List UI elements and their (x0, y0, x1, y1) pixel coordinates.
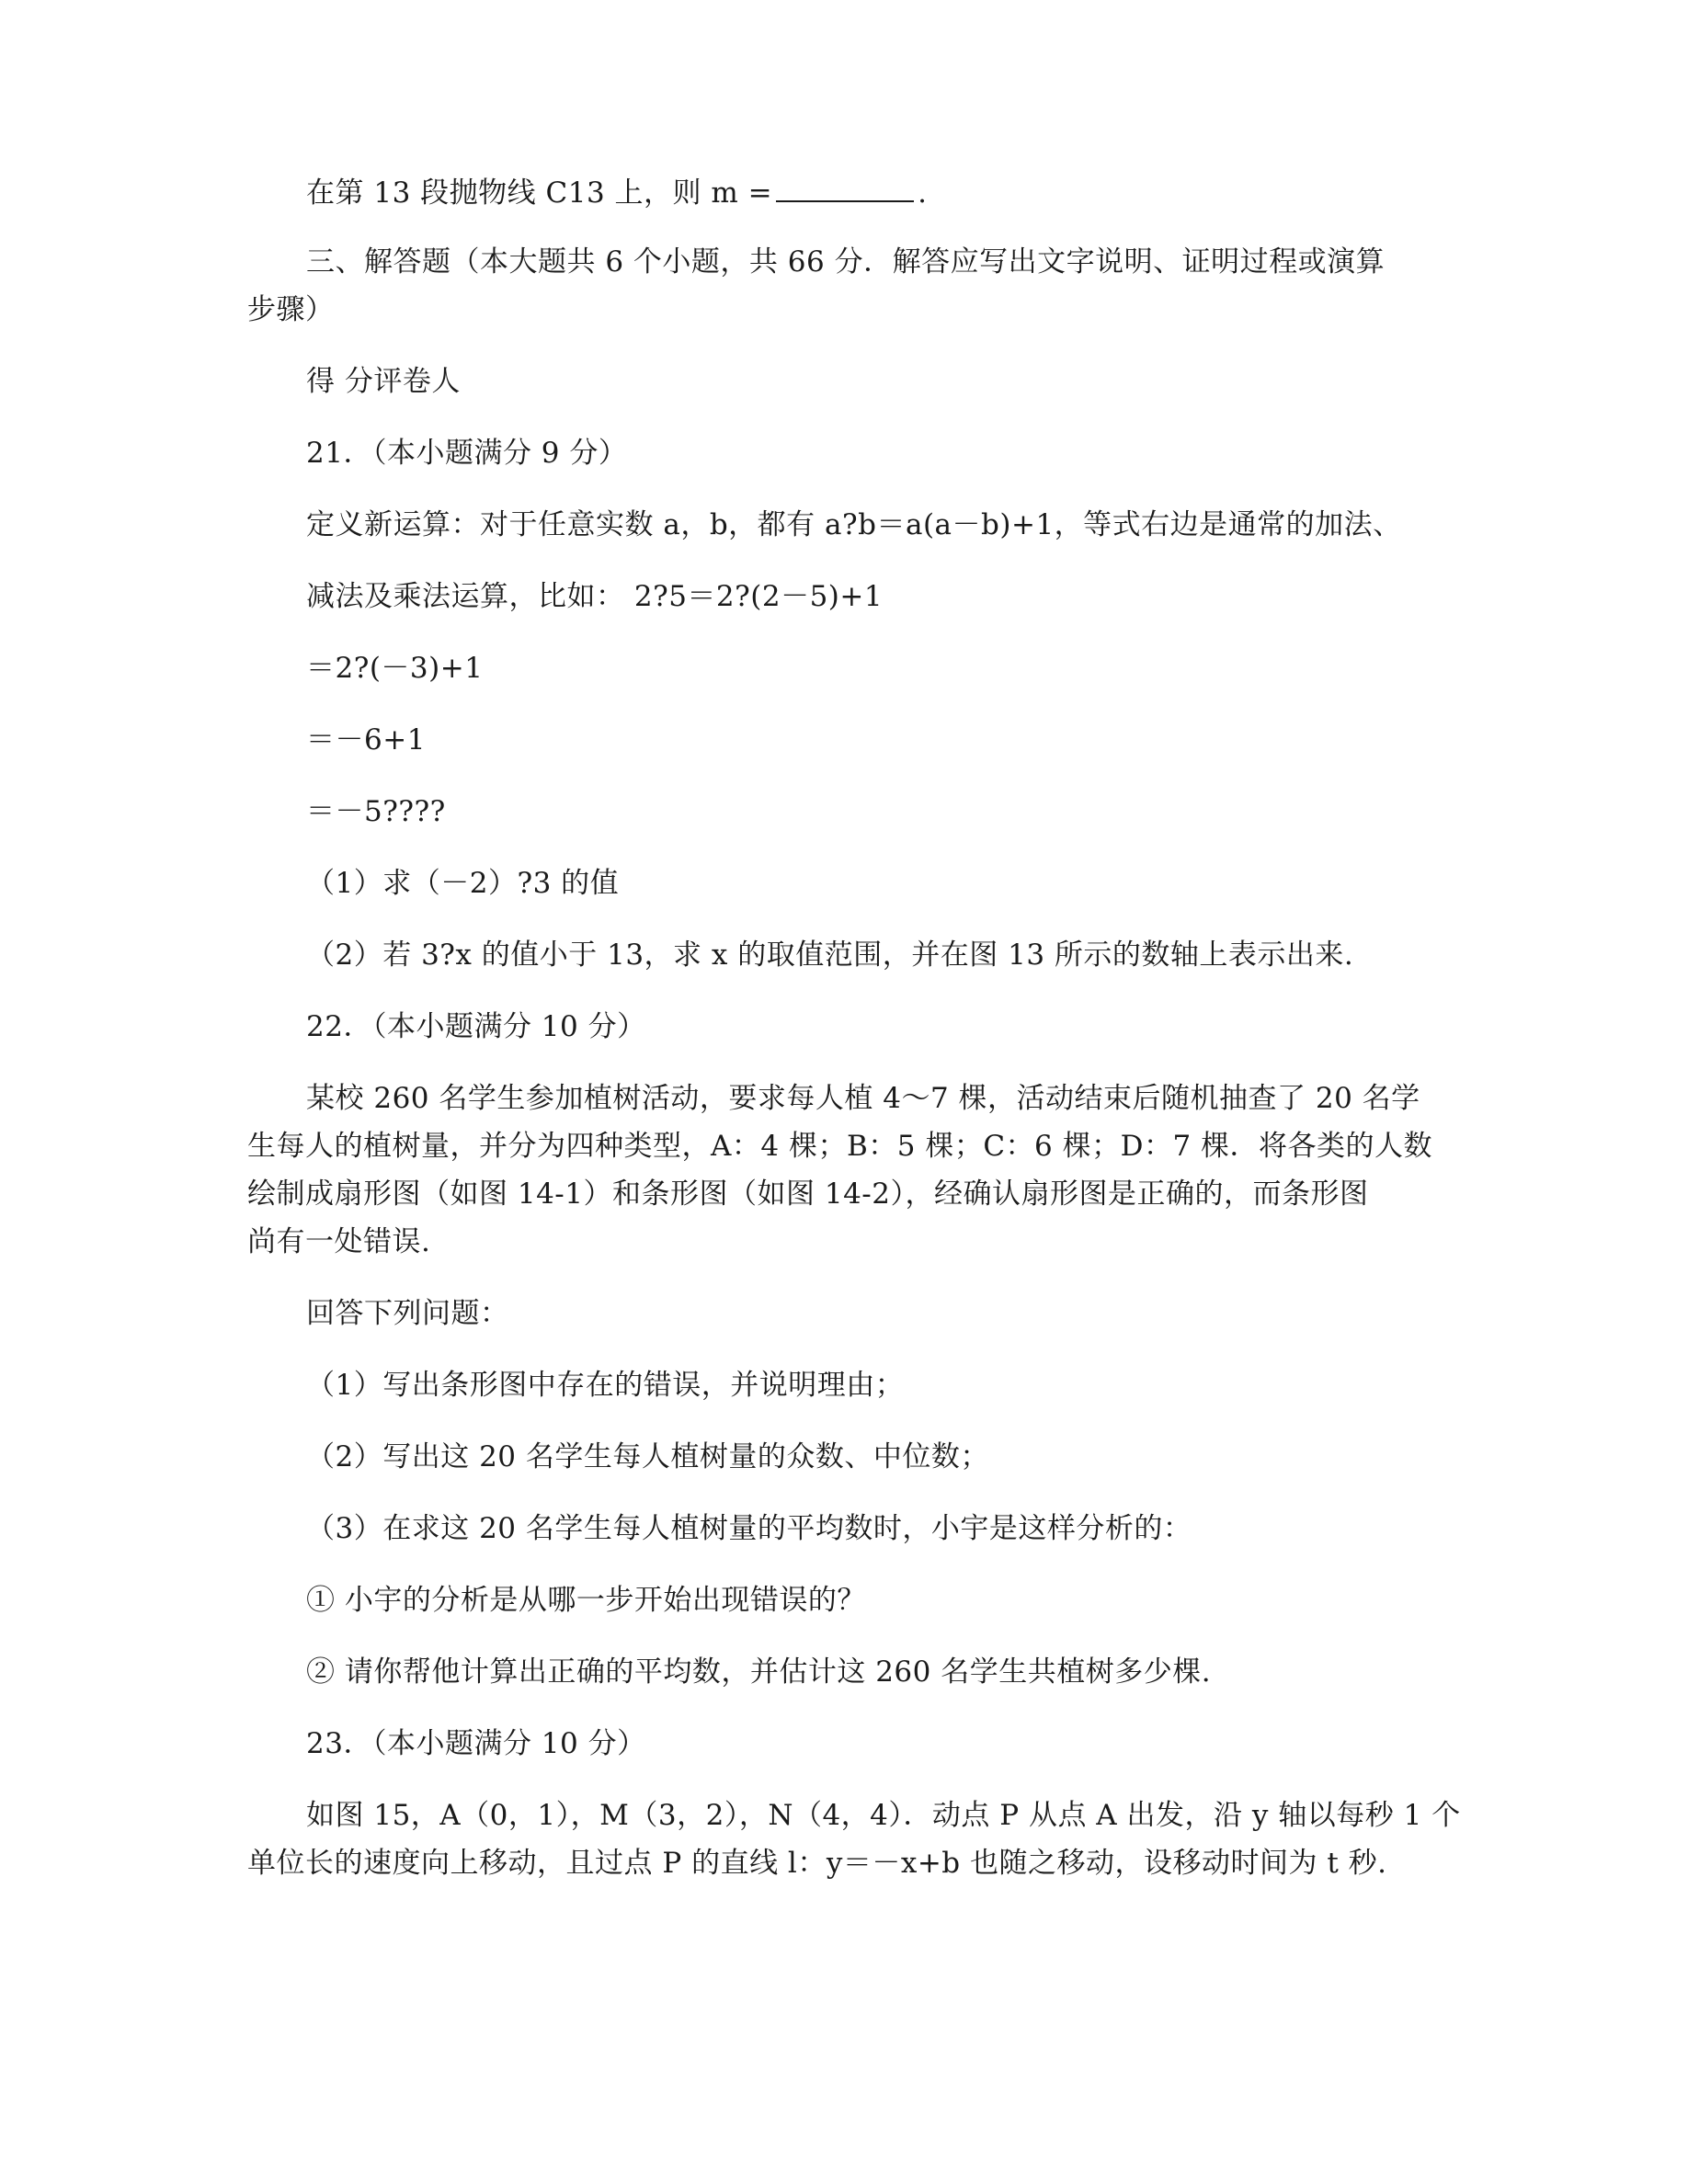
equation-line: ＝－5???? (306, 795, 446, 828)
question-23-heading: 23．（本小题满分 10 分） (306, 1727, 646, 1760)
paragraph-line: 尚有一处错误. (247, 1225, 431, 1258)
subquestion-line: （1）求（－2）?3 的值 (306, 867, 620, 900)
paragraph-line: 回答下列问题： (306, 1297, 509, 1330)
paragraph-line: 生每人的植树量，并分为四种类型，A：4 棵；B：5 棵；C：6 棵；D：7 棵．将各类的人数 (247, 1130, 1433, 1163)
subquestion-line: （2）若 3?x 的值小于 13，求 x 的取值范围，并在图 13 所示的数轴上表示出来. (306, 938, 1354, 972)
equation-line: ＝2?(－3)+1 (306, 652, 484, 685)
paragraph-line: 如图 15，A（0，1），M（3，2），N（4，4）．动点 P 从点 A 出发，沿 y 轴以每秒 1 个 (306, 1799, 1461, 1832)
question-21-heading: 21．（本小题满分 9 分） (306, 437, 628, 470)
section-heading-line-1: 三、解答题（本大题共 6 个小题，共 66 分．解答应写出文字说明、证明过程或演算 (306, 245, 1386, 279)
subquestion-line: （3）在求这 20 名学生每人植树量的平均数时，小宇是这样分析的： (306, 1512, 1192, 1545)
fill-blank-period: . (918, 176, 928, 210)
answer-blank (776, 171, 914, 202)
subquestion-line: ① 小宇的分析是从哪一步开始出现错误的？ (306, 1584, 866, 1617)
paragraph-line: 单位长的速度向上移动，且过点 P 的直线 l：y＝－x+b 也随之移动，设移动时间为 t 秒. (247, 1847, 1387, 1880)
subquestion-line: ② 请你帮他计算出正确的平均数，并估计这 260 名学生共植树多少棵. (306, 1655, 1212, 1689)
paragraph-line: 减法及乘法运算，比如： 2?5＝2?(2－5)+1 (306, 580, 884, 613)
section-heading-line-2: 步骤） (247, 293, 335, 326)
fill-blank-text: 在第 13 段抛物线 C13 上，则 m = (306, 176, 773, 210)
subquestion-line: （2）写出这 20 名学生每人植树量的众数、中位数； (306, 1440, 989, 1473)
subquestion-line: （1）写出条形图中存在的错误，并说明理由； (306, 1369, 905, 1402)
paragraph-line: 绘制成扇形图（如图 14-1）和条形图（如图 14-2），经确认扇形图是正确的，而条形图 (247, 1177, 1369, 1211)
fill-blank-line (306, 170, 927, 216)
score-grader-label: 得 分评卷人 (306, 365, 461, 398)
paragraph-line: 某校 260 名学生参加植树活动，要求每人植 4～7 棵，活动结束后随机抽查了 20 名学 (306, 1082, 1420, 1115)
paragraph-line: 定义新运算：对于任意实数 a，b，都有 a?b＝a(a－b)+1，等式右边是通常的加法、 (306, 508, 1402, 541)
question-22-heading: 22．（本小题满分 10 分） (306, 1010, 646, 1043)
equation-line: ＝－6+1 (306, 723, 426, 756)
